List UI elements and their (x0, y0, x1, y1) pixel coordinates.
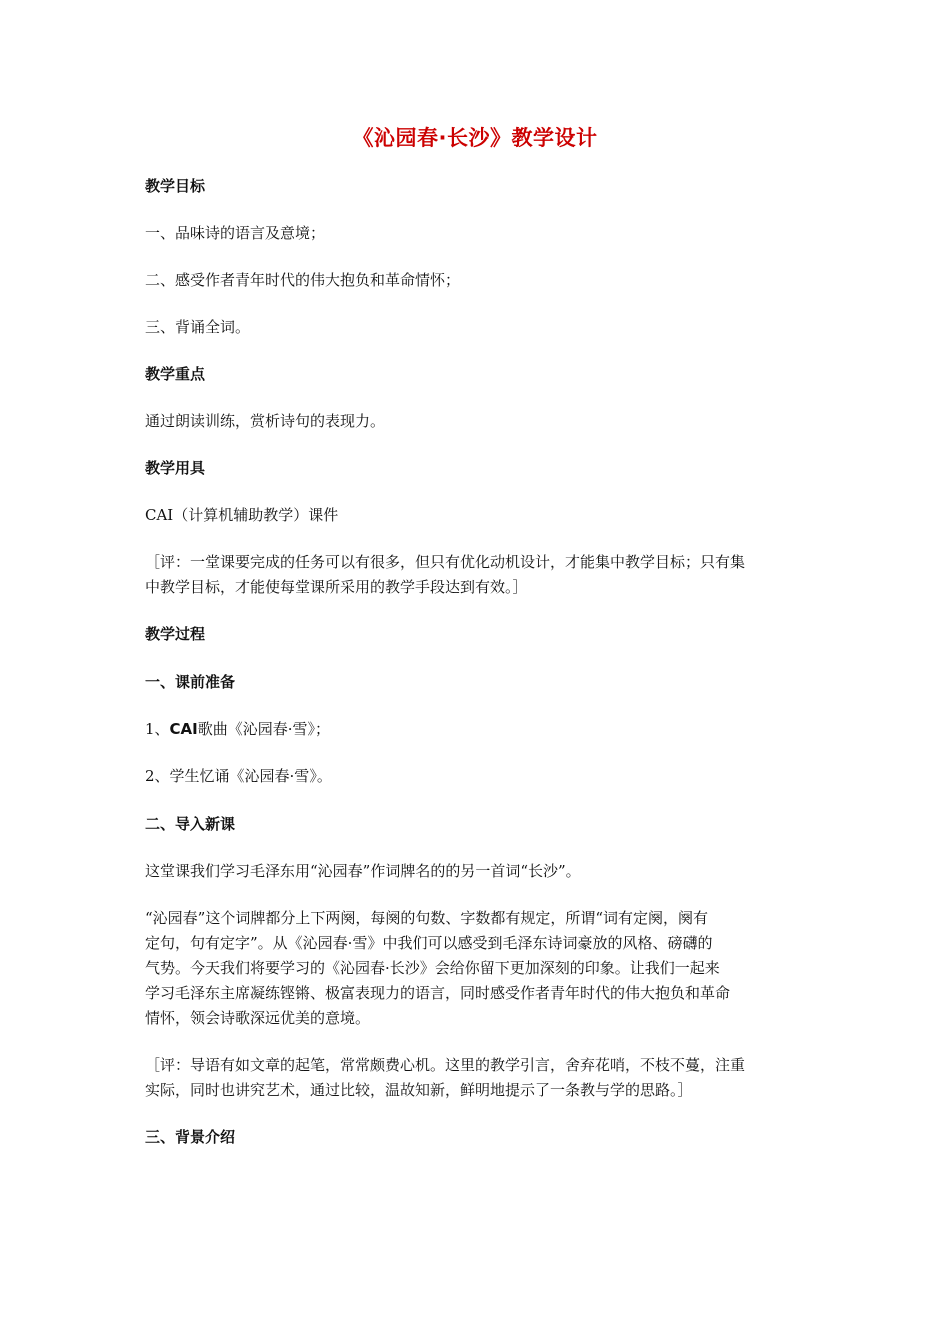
comment-1-line-2: 中教学目标，才能使每堂课所采用的教学手段达到有效。］ (145, 578, 528, 596)
prep-item-1-text: 歌曲《沁园春·雪》； (197, 720, 331, 738)
tools-text: CAI（计算机辅助教学）课件 (145, 506, 339, 524)
comment-1 (145, 550, 810, 600)
intro-paragraph-2-line-3: 气势。今天我们将要学习的《沁园春·长沙》会给你留下更加深刻的印象。让我们一起来 (145, 959, 720, 977)
goal-item-3: 三、背诵全词。 (145, 318, 251, 336)
intro-paragraph-1: 这堂课我们学习毛泽东用“沁园春”作词牌名的的另一首词“长沙”。 (145, 862, 581, 880)
document-title: 《沁园春·长沙》教学设计 (352, 126, 598, 150)
comment-2-line-2: 实际，同时也讲究艺术，通过比较，温故知新，鲜明地提示了一条教与学的思路。］ (145, 1081, 693, 1099)
prep-item-2: 2、学生忆诵《沁园春·雪》。 (145, 767, 332, 785)
prep-item-1-prefix: 1、 (145, 720, 170, 738)
heading-teaching-process: 教学过程 (145, 625, 206, 643)
section-heading-background: 三、背景介绍 (145, 1128, 236, 1146)
intro-paragraph-2-line-4: 学习毛泽东主席凝练铿锵、极富表现力的语言，同时感受作者青年时代的伟大抱负和革命 (145, 984, 731, 1002)
goal-item-1: 一、品味诗的语言及意境； (145, 224, 326, 242)
heading-teaching-tools: 教学用具 (145, 459, 206, 477)
heading-teaching-goals: 教学目标 (145, 177, 206, 195)
intro-paragraph-2-line-1: “沁园春”这个词牌都分上下两阕，每阕的句数、字数都有规定，所谓“词有定阕，阕有 (145, 909, 709, 927)
intro-paragraph-2-line-2: 定句，句有定字”。从《沁园春·雪》中我们可以感受到毛泽东诗词豪放的风格、磅礴的 (145, 934, 713, 952)
prep-item-1 (145, 717, 810, 742)
comment-2 (145, 1053, 810, 1103)
goal-item-2: 二、感受作者青年时代的伟大抱负和革命情怀； (145, 271, 461, 289)
focus-text: 通过朗读训练，赏析诗句的表现力。 (145, 412, 386, 430)
intro-paragraph-2-line-5: 情怀，领会诗歌深远优美的意境。 (145, 1009, 371, 1027)
comment-1-line-1: ［评：一堂课要完成的任务可以有很多，但只有优化动机设计，才能集中教学目标；只有集 (145, 553, 746, 571)
comment-2-line-1: ［评：导语有如文章的起笔，常常颇费心机。这里的教学引言，舍弃花哨，不枝不蔓，注重 (145, 1056, 746, 1074)
intro-paragraph-2 (145, 906, 810, 1031)
section-heading-preparation: 一、课前准备 (145, 673, 236, 691)
prep-item-1-cai: CAI (169, 720, 198, 738)
section-heading-introduction: 二、导入新课 (145, 815, 236, 833)
heading-teaching-focus: 教学重点 (145, 365, 206, 383)
